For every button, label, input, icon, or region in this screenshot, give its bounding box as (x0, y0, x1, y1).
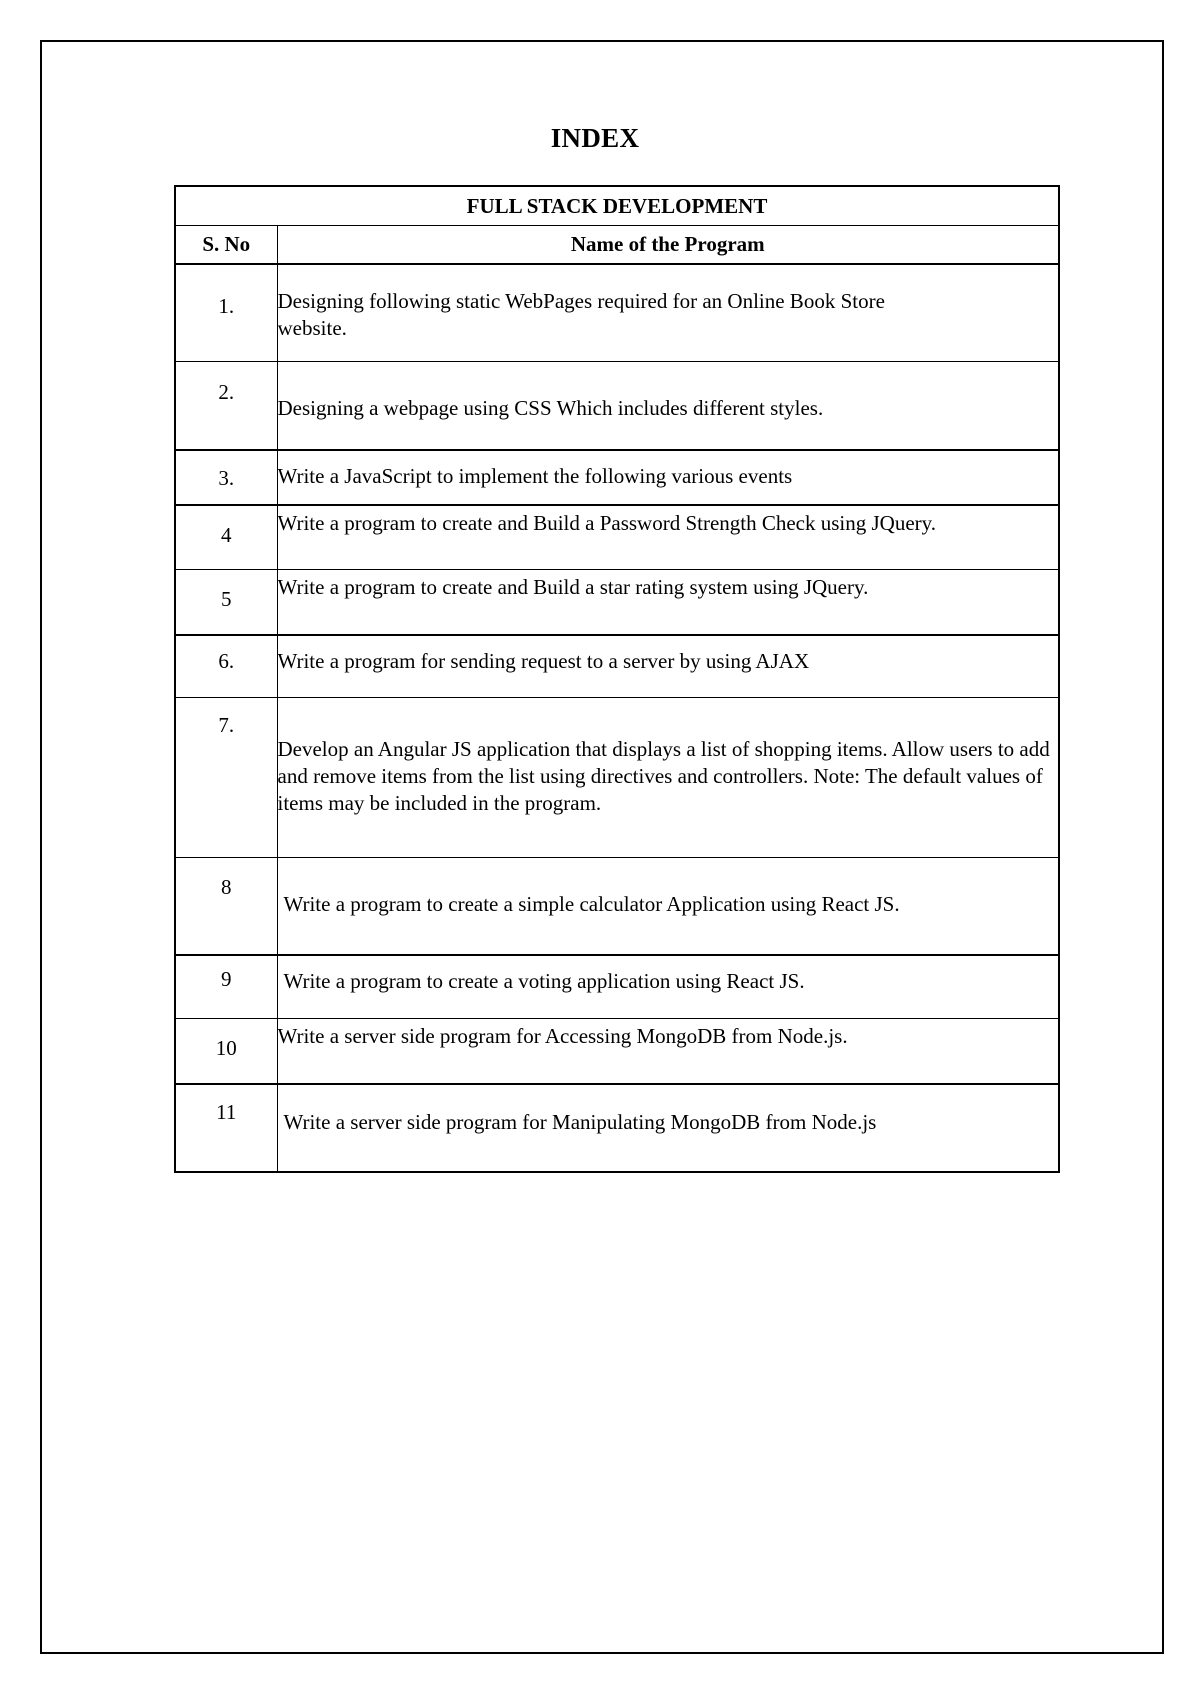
table-row (175, 450, 1059, 505)
table-row (175, 635, 1059, 698)
row-name: Write a server side program for Manipulating MongoDB from Node.js (283, 1110, 877, 1134)
page-title: INDEX (550, 123, 640, 153)
row-name-cell (277, 1019, 1059, 1085)
table-row (175, 505, 1059, 570)
row-name: Develop an Angular JS application that displays a list of shopping items. Allow users to add and remove items from the list using directives and controllers. Note: The default values of items may be included in the program. (277, 737, 1050, 815)
table-row (175, 362, 1059, 451)
program-index-table (174, 185, 1060, 1173)
row-name-cell (277, 362, 1059, 451)
row-sno-cell (175, 1084, 277, 1172)
table-heading-row (175, 186, 1059, 226)
row-sno: 9 (221, 967, 232, 991)
row-name-cell (277, 450, 1059, 505)
table-row (175, 955, 1059, 1019)
table-row (175, 264, 1059, 362)
row-name-cell (277, 955, 1059, 1019)
column-header-sno: S. No (175, 226, 277, 265)
row-sno-cell (175, 570, 277, 636)
row-sno: 6. (218, 649, 235, 673)
row-name: Designing following static WebPages required for an Online Book Store website. (277, 289, 885, 340)
row-name: Designing a webpage using CSS Which includes different styles. (277, 396, 824, 420)
table-row (175, 1019, 1059, 1085)
row-sno-cell (175, 450, 277, 505)
table-row (175, 1084, 1059, 1172)
row-name-cell (277, 1084, 1059, 1172)
table-heading: FULL STACK DEVELOPMENT (175, 186, 1059, 226)
row-sno: 4 (221, 523, 232, 547)
row-name: Write a JavaScript to implement the following various events (277, 464, 793, 488)
row-sno-cell (175, 698, 277, 858)
row-sno-cell (175, 635, 277, 698)
row-sno-cell (175, 858, 277, 956)
row-name: Write a server side program for Accessing MongoDB from Node.js. (277, 1024, 848, 1048)
row-sno-cell (175, 505, 277, 570)
table-row (175, 570, 1059, 636)
row-name-cell (277, 635, 1059, 698)
table-header-row (175, 226, 1059, 265)
row-sno: 1. (218, 294, 235, 318)
row-name-cell (277, 858, 1059, 956)
row-sno-cell (175, 955, 277, 1019)
row-name-cell (277, 698, 1059, 858)
row-sno-cell (175, 362, 277, 451)
row-name: Write a program to create a voting application using React JS. (283, 969, 805, 993)
row-sno-cell (175, 1019, 277, 1085)
row-sno: 8 (221, 875, 232, 899)
row-sno: 11 (216, 1100, 237, 1124)
row-name: Write a program for sending request to a server by using AJAX (277, 649, 810, 673)
row-name: Write a program to create a simple calculator Application using React JS. (283, 892, 900, 916)
row-sno: 5 (221, 587, 232, 611)
row-name-cell (277, 264, 1059, 362)
row-sno: 2. (218, 380, 235, 404)
row-sno: 10 (215, 1036, 237, 1060)
row-name: Write a program to create and Build a Password Strength Check using JQuery. (277, 511, 937, 535)
row-name-cell (277, 505, 1059, 570)
row-sno: 7. (218, 713, 235, 737)
row-name: Write a program to create and Build a star rating system using JQuery. (277, 575, 869, 599)
column-header-name: Name of the Program (277, 226, 1059, 265)
row-sno: 3. (218, 466, 235, 490)
table-row (175, 698, 1059, 858)
table-row (175, 858, 1059, 956)
row-name-cell (277, 570, 1059, 636)
row-sno-cell (175, 264, 277, 362)
